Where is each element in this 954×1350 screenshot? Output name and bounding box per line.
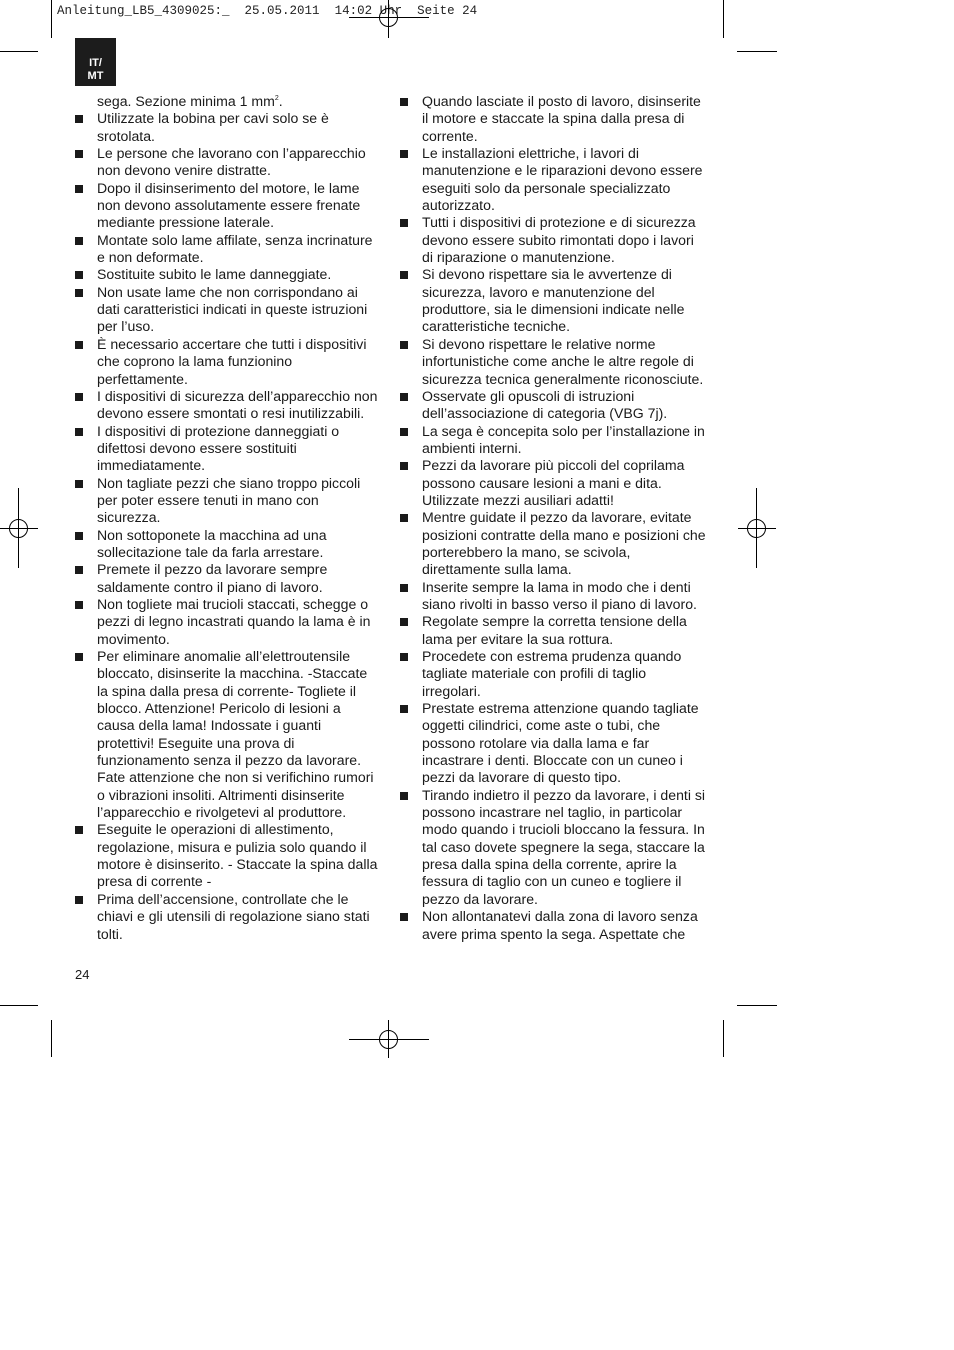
bullet-square <box>75 150 83 158</box>
list-item <box>400 908 706 943</box>
bullet-square <box>400 271 408 279</box>
list-item <box>400 700 706 787</box>
bullet-square <box>75 653 83 661</box>
list-item <box>75 232 380 267</box>
list-item <box>400 145 706 214</box>
bullet-square <box>75 532 83 540</box>
header-unit: Uhr <box>379 4 403 18</box>
list-item <box>75 891 380 943</box>
list-item-text: Per eliminare anomalie all’elettroutensile bloccato, disinserite la macchina. -Staccate la spina dalla presa di corrente- Togliete il blocco. Attenzione! Pericolo di lesioni a causa della lama! Indossate i guanti protettivi! Eseguite una prova di funzionamento senza il pezzo da lavorare. Fate attenzione che non si verifichino rumori o vibrazioni insoliti. Altrimenti disinserite l’apparecchio e rivolgetevi al produttore. <box>97 648 374 821</box>
language-badge <box>75 38 116 86</box>
list-item <box>75 110 380 145</box>
list-item-text: Le installazioni elettriche, i lavori di manutenzione e le riparazioni devono essere eseguiti solo da personale specializzato autorizzato. <box>422 145 703 214</box>
bullet-square <box>400 705 408 713</box>
list-item-text: Si devono rispettare le relative norme infortunistiche come anche le altre regole di sicurezza tecnica generalmente riconosciute. <box>422 335 704 387</box>
list-item <box>400 388 706 423</box>
list-item <box>400 509 706 578</box>
bullet-square <box>400 514 408 522</box>
list-item <box>75 423 380 475</box>
continuation-superscript: 2 <box>274 95 279 102</box>
bullet-square <box>400 428 408 436</box>
crop-mark-top-left-horizontal <box>0 51 38 52</box>
list-item-text: Osservate gli opuscoli di istruzioni dell’associazione di categoria (VBG 7j). <box>422 387 668 422</box>
right-column <box>400 93 706 943</box>
list-item-text: I dispositivi di sicurezza dell’apparecchio non devono essere smontati o resi inutilizzabili. <box>97 387 378 422</box>
list-item <box>75 180 380 232</box>
list-item-text: Regolate sempre la corretta tensione della lama per evitare la sua rottura. <box>422 613 687 647</box>
list-item-text: Procedete con estrema prudenza quando tagliate materiale con profili di taglio irregolari. <box>422 648 682 699</box>
bullet-square <box>75 566 83 574</box>
list-item-text: Non sottoponete la macchina ad una sollecitazione tale da farla arrestare. <box>97 526 327 560</box>
bullet-square <box>400 150 408 158</box>
list-item <box>75 475 380 527</box>
list-item <box>400 787 706 908</box>
bullet-square <box>400 98 408 106</box>
list-item-text: Prima dell’accensione, controllate che le chiavi e gli utensili di regolazione siano stati tolti. <box>97 890 370 942</box>
language-badge-line2: MT <box>87 70 104 82</box>
list-item-text: Tutti i dispositivi di protezione e di sicurezza devono essere subito rimontati dopo i lavori di riparazione o manutenzione. <box>422 214 696 266</box>
list-item <box>75 284 380 336</box>
list-item-text: Non togliete mai trucioli staccati, schegge o pezzi di legno incastrati quando la lama è in movimento. <box>97 595 371 647</box>
list-item-text: Mentre guidate il pezzo da lavorare, evitate posizioni contratte della mano e posizioni che porterebbero la mano, se scivola, direttamente sulla lama. <box>422 509 706 578</box>
list-item <box>75 596 380 648</box>
crop-mark-bottom-left-horizontal <box>0 1005 38 1006</box>
list-item-text: Eseguite le operazioni di allestimento, regolazione, misura e pulizia solo quando il motore è disinserito. - Staccate la spina dalla presa di corrente - <box>97 821 378 890</box>
bullet-square <box>75 271 83 279</box>
bullet-square <box>400 792 408 800</box>
list-item-text: Prestate estrema attenzione quando tagliate oggetti cilindrici, come aste o tubi, che possono rotolare via dalla lama e far incastrare i denti. Bloccate con un cuneo i pezzi da lavorare di questo tipo. <box>422 700 699 786</box>
continuation-text <box>75 93 380 110</box>
list-item-text: La sega è concepita solo per l’installazione in ambienti interni. <box>422 422 705 456</box>
bullet-square <box>400 219 408 227</box>
crop-mark-bottom-right-horizontal <box>737 1005 777 1006</box>
crop-mark-bottom-right-vertical <box>723 1020 724 1057</box>
left-column <box>75 93 380 943</box>
list-item <box>400 214 706 266</box>
list-item <box>400 457 706 509</box>
list-item <box>400 579 706 614</box>
list-item-text: Montate solo lame affilate, senza incrinature e non deformate. <box>97 231 373 266</box>
bullet-square <box>400 341 408 349</box>
list-item <box>400 266 706 335</box>
bullet-square <box>400 462 408 470</box>
bullet-square <box>75 428 83 436</box>
list-item <box>75 145 380 180</box>
crop-mark-top-right-vertical <box>723 0 724 38</box>
header-filename: Anleitung_LB5_4309025:_ <box>57 4 230 18</box>
list-item <box>75 527 380 562</box>
list-item <box>75 821 380 890</box>
list-item-text: Sostituite subito le lame danneggiate. <box>97 266 332 283</box>
list-item-text: I dispositivi di protezione danneggiati o difettosi devono essere sostituiti immediatamente. <box>97 422 340 474</box>
language-badge-line1: IT/ <box>89 57 102 69</box>
bullet-square <box>400 653 408 661</box>
list-item <box>400 93 706 145</box>
bullet-square <box>75 393 83 401</box>
bullet-square <box>75 601 83 609</box>
page-number: 24 <box>75 967 90 982</box>
list-item-text: È necessario accertare che tutti i dispositivi che coprono la lama funzionino perfettamente. <box>97 335 367 387</box>
continuation-text-main: sega. Sezione minima 1 mm <box>97 93 275 109</box>
list-item-text: Non allontanatevi dalla zona di lavoro senza avere prima spento la sega. Aspettate che <box>422 908 698 942</box>
list-item-text: Utilizzate la bobina per cavi solo se è srotolata. <box>97 110 329 144</box>
bullet-square <box>75 115 83 123</box>
list-item <box>75 648 380 821</box>
list-item <box>400 613 706 648</box>
header-date: 25.05.2011 <box>244 4 320 18</box>
list-item <box>75 336 380 388</box>
list-item-text: Le persone che lavorano con l’apparecchio non devono venire distratte. <box>97 145 366 179</box>
bullet-square <box>400 393 408 401</box>
list-item-text: Quando lasciate il posto di lavoro, disinserite il motore e staccate la spina dalla presa di corrente. <box>422 93 701 144</box>
list-item <box>75 388 380 423</box>
list-item-text: Premete il pezzo da lavorare sempre saldamente contro il piano di lavoro. <box>97 561 328 595</box>
list-item-text: Pezzi da lavorare più piccoli del coprilama possono causare lesioni a mani e dita. Utilizzate mezzi ausiliari adatti! <box>422 457 685 508</box>
list-item-text: Tirando indietro il pezzo da lavorare, i denti si possono incastrare nel taglio, in particolar modo quando i trucioli bloccano la fessura. In tal caso dovete spegnere la sega, staccare la presa dalla spina della corrente, aprire la fessura di taglio con un cuneo e togliere il pezzo da lavorare. <box>422 786 706 907</box>
bullet-square <box>75 237 83 245</box>
crop-mark-bottom-left-vertical <box>51 1020 52 1057</box>
list-item <box>75 266 380 283</box>
continuation-text-end: . <box>278 93 283 109</box>
header-page-label: Seite 24 <box>417 4 478 18</box>
bullet-square <box>75 896 83 904</box>
bullet-square <box>75 341 83 349</box>
crop-mark-top-left-vertical <box>51 0 52 38</box>
list-item <box>75 561 380 596</box>
bullet-square <box>75 185 83 193</box>
bullet-square <box>400 913 408 921</box>
bullet-square <box>75 480 83 488</box>
bullet-square <box>75 289 83 297</box>
bullet-square <box>400 584 408 592</box>
list-item <box>400 648 706 700</box>
bullet-square <box>400 618 408 626</box>
list-item <box>400 423 706 458</box>
list-item-text: Inserite sempre la lama in modo che i denti siano rivolti in basso verso il piano di lavoro. <box>422 578 697 612</box>
list-item-text: Si devono rispettare sia le avvertenze di sicurezza, lavoro e manutenzione del produttore, sia le dimensioni indicate nelle caratteristiche tecniche. <box>422 266 685 335</box>
list-item-text: Non usate lame che non corrispondano ai dati caratteristici indicati in queste istruzioni per l’uso. <box>97 283 368 335</box>
bullet-square <box>75 826 83 834</box>
header-time: 14:02 <box>334 4 373 18</box>
list-item-text: Dopo il disinserimento del motore, le lame non devono assolutamente essere frenate mediante pressione laterale. <box>97 179 361 231</box>
list-item <box>400 336 706 388</box>
list-item-text: Non tagliate pezzi che siano troppo piccoli per poter essere tenuti in mano con sicurezza. <box>97 474 361 526</box>
crop-mark-top-right-horizontal <box>737 51 777 52</box>
